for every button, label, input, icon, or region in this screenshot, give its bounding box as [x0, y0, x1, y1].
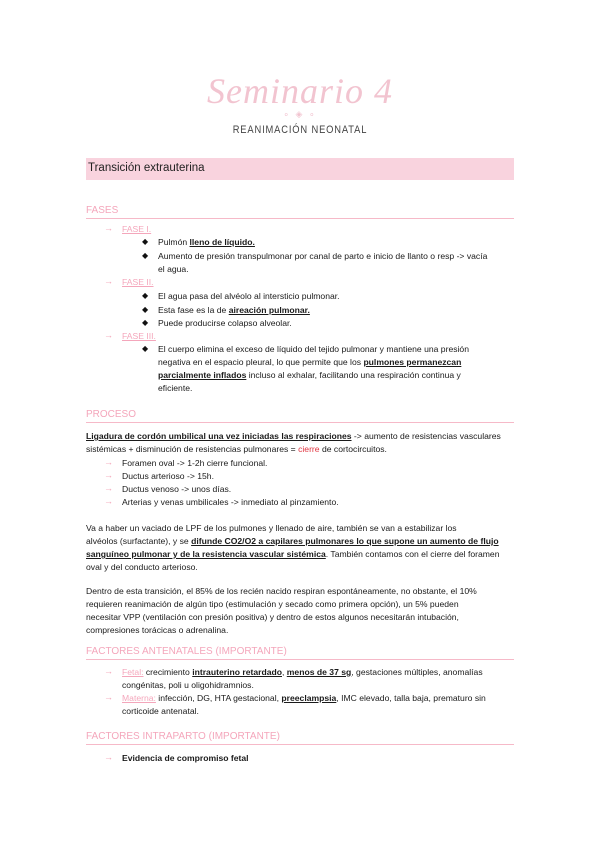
- document-title: Seminario 4: [207, 71, 393, 111]
- fase2-item-2: Esta fase es la de aireación pulmonar.: [158, 305, 310, 315]
- document-subtitle: REANIMACIÓN NEONATAL: [232, 124, 368, 136]
- diamond-bullet-icon: ◆: [142, 318, 149, 327]
- fase3-line-4: eficiente.: [158, 383, 193, 393]
- para3-line-2: requieren reanimación de algún tipo (estimulación y secado como primera opción), un 5% pueden: [86, 599, 459, 609]
- fase1-label: FASE I.: [122, 224, 152, 234]
- arrow-icon: →: [104, 666, 113, 676]
- fetal-line-1: Fetal: crecimiento intrauterino retardado, menos de 37 sg, gestaciones múltiples, anomalías: [122, 667, 483, 677]
- diamond-bullet-icon: ◆: [142, 251, 149, 260]
- arrow-icon: →: [104, 752, 113, 762]
- diamond-bullet-icon: ◆: [142, 305, 149, 314]
- para3-line-1: Dentro de esta transición, el 85% de los recién nacido respiran espontáneamente, no obstante, el 10%: [86, 586, 477, 596]
- para2-line-3: sanguíneo pulmonar y de la resistencia vascular sistémica. También contamos con el cierre del foramen: [86, 549, 500, 559]
- proceso-line-1: Ligadura de cordón umbilical una vez iniciadas las respiraciones -> aumento de resistencias vasculares: [86, 431, 501, 441]
- fetal-line-2: congénitas, poli u oligohidramnios.: [122, 680, 254, 690]
- para2-line-2: alvéolos (surfactante), y se difunde CO2/O2 a capilares pulmonares lo que supone un aumento de flujo: [86, 536, 499, 546]
- arrow-icon: →: [104, 692, 113, 702]
- fase2-label: FASE II.: [122, 277, 154, 287]
- proceso-line-2: sistémicas + disminución de resistencias pulmonares = cierre de cortocircuitos.: [86, 444, 387, 454]
- fase3-label: FASE III.: [122, 331, 156, 341]
- arrow-icon: →: [104, 483, 113, 493]
- fase1-item-2-cont: el agua.: [158, 264, 189, 274]
- list-item: Foramen oval -> 1-2h cierre funcional.: [122, 458, 268, 468]
- fase2-item-3: Puede producirse colapso alveolar.: [158, 318, 292, 328]
- list-item: Arterias y venas umbilicales -> inmediato al pinzamiento.: [122, 497, 339, 507]
- fase1-item-2: Aumento de presión transpulmonar por canal de parto e inicio de llanto o resp -> vacía: [158, 251, 488, 261]
- para2-line-1: Va a haber un vaciado de LPF de los pulmones y llenado de aire, también se van a estabilizar los: [86, 523, 457, 533]
- band-label: Transición extrauterina: [88, 162, 205, 174]
- arrow-icon: →: [104, 330, 113, 340]
- para2-line-4: oval y del conducto arterioso.: [86, 562, 198, 572]
- heading-proceso: PROCESO: [86, 409, 514, 423]
- section-band: [86, 158, 514, 180]
- list-item: Ductus arterioso -> 15h.: [122, 471, 214, 481]
- heading-fases: FASES: [86, 205, 514, 219]
- para3-line-4: compresiones torácicas o adrenalina.: [86, 625, 229, 635]
- para3-line-3: necesitar VPP (ventilación con presión positiva) y dentro de estos algunos necesitarán intubación,: [86, 612, 459, 622]
- fase3-line-2: negativa en el espacio pleural, lo que permite que los pulmones permanezcan: [158, 357, 462, 367]
- arrow-icon: →: [104, 223, 113, 233]
- fase1-item-1: Pulmón lleno de líquido.: [158, 237, 255, 247]
- title-ornament: ∘ ◈ ∘: [283, 109, 317, 119]
- fase3-line-1: El cuerpo elimina el exceso de líquido del tejido pulmonar y mantiene una presión: [158, 344, 469, 354]
- arrow-icon: →: [104, 470, 113, 480]
- materna-line-2: corticoide antenatal.: [122, 706, 199, 716]
- list-item: Ductus venoso -> unos días.: [122, 484, 232, 494]
- fase2-item-1: El agua pasa del alvéolo al intersticio pulmonar.: [158, 291, 340, 301]
- diamond-bullet-icon: ◆: [142, 237, 149, 246]
- intraparto-item: Evidencia de compromiso fetal: [122, 753, 249, 763]
- fase3-line-3: parcialmente inflados incluso al exhalar, facilitando una respiración continua y: [158, 370, 461, 380]
- heading-antenatales: FACTORES ANTENATALES (IMPORTANTE): [86, 646, 514, 660]
- arrow-icon: →: [104, 457, 113, 467]
- diamond-bullet-icon: ◆: [142, 291, 149, 300]
- arrow-icon: →: [104, 496, 113, 506]
- heading-intraparto: FACTORES INTRAPARTO (IMPORTANTE): [86, 731, 514, 745]
- materna-line-1: Materna: infección, DG, HTA gestacional, preeclampsia, IMC elevado, talla baja, prematuro sin: [122, 693, 486, 703]
- arrow-icon: →: [104, 276, 113, 286]
- diamond-bullet-icon: ◆: [142, 344, 149, 353]
